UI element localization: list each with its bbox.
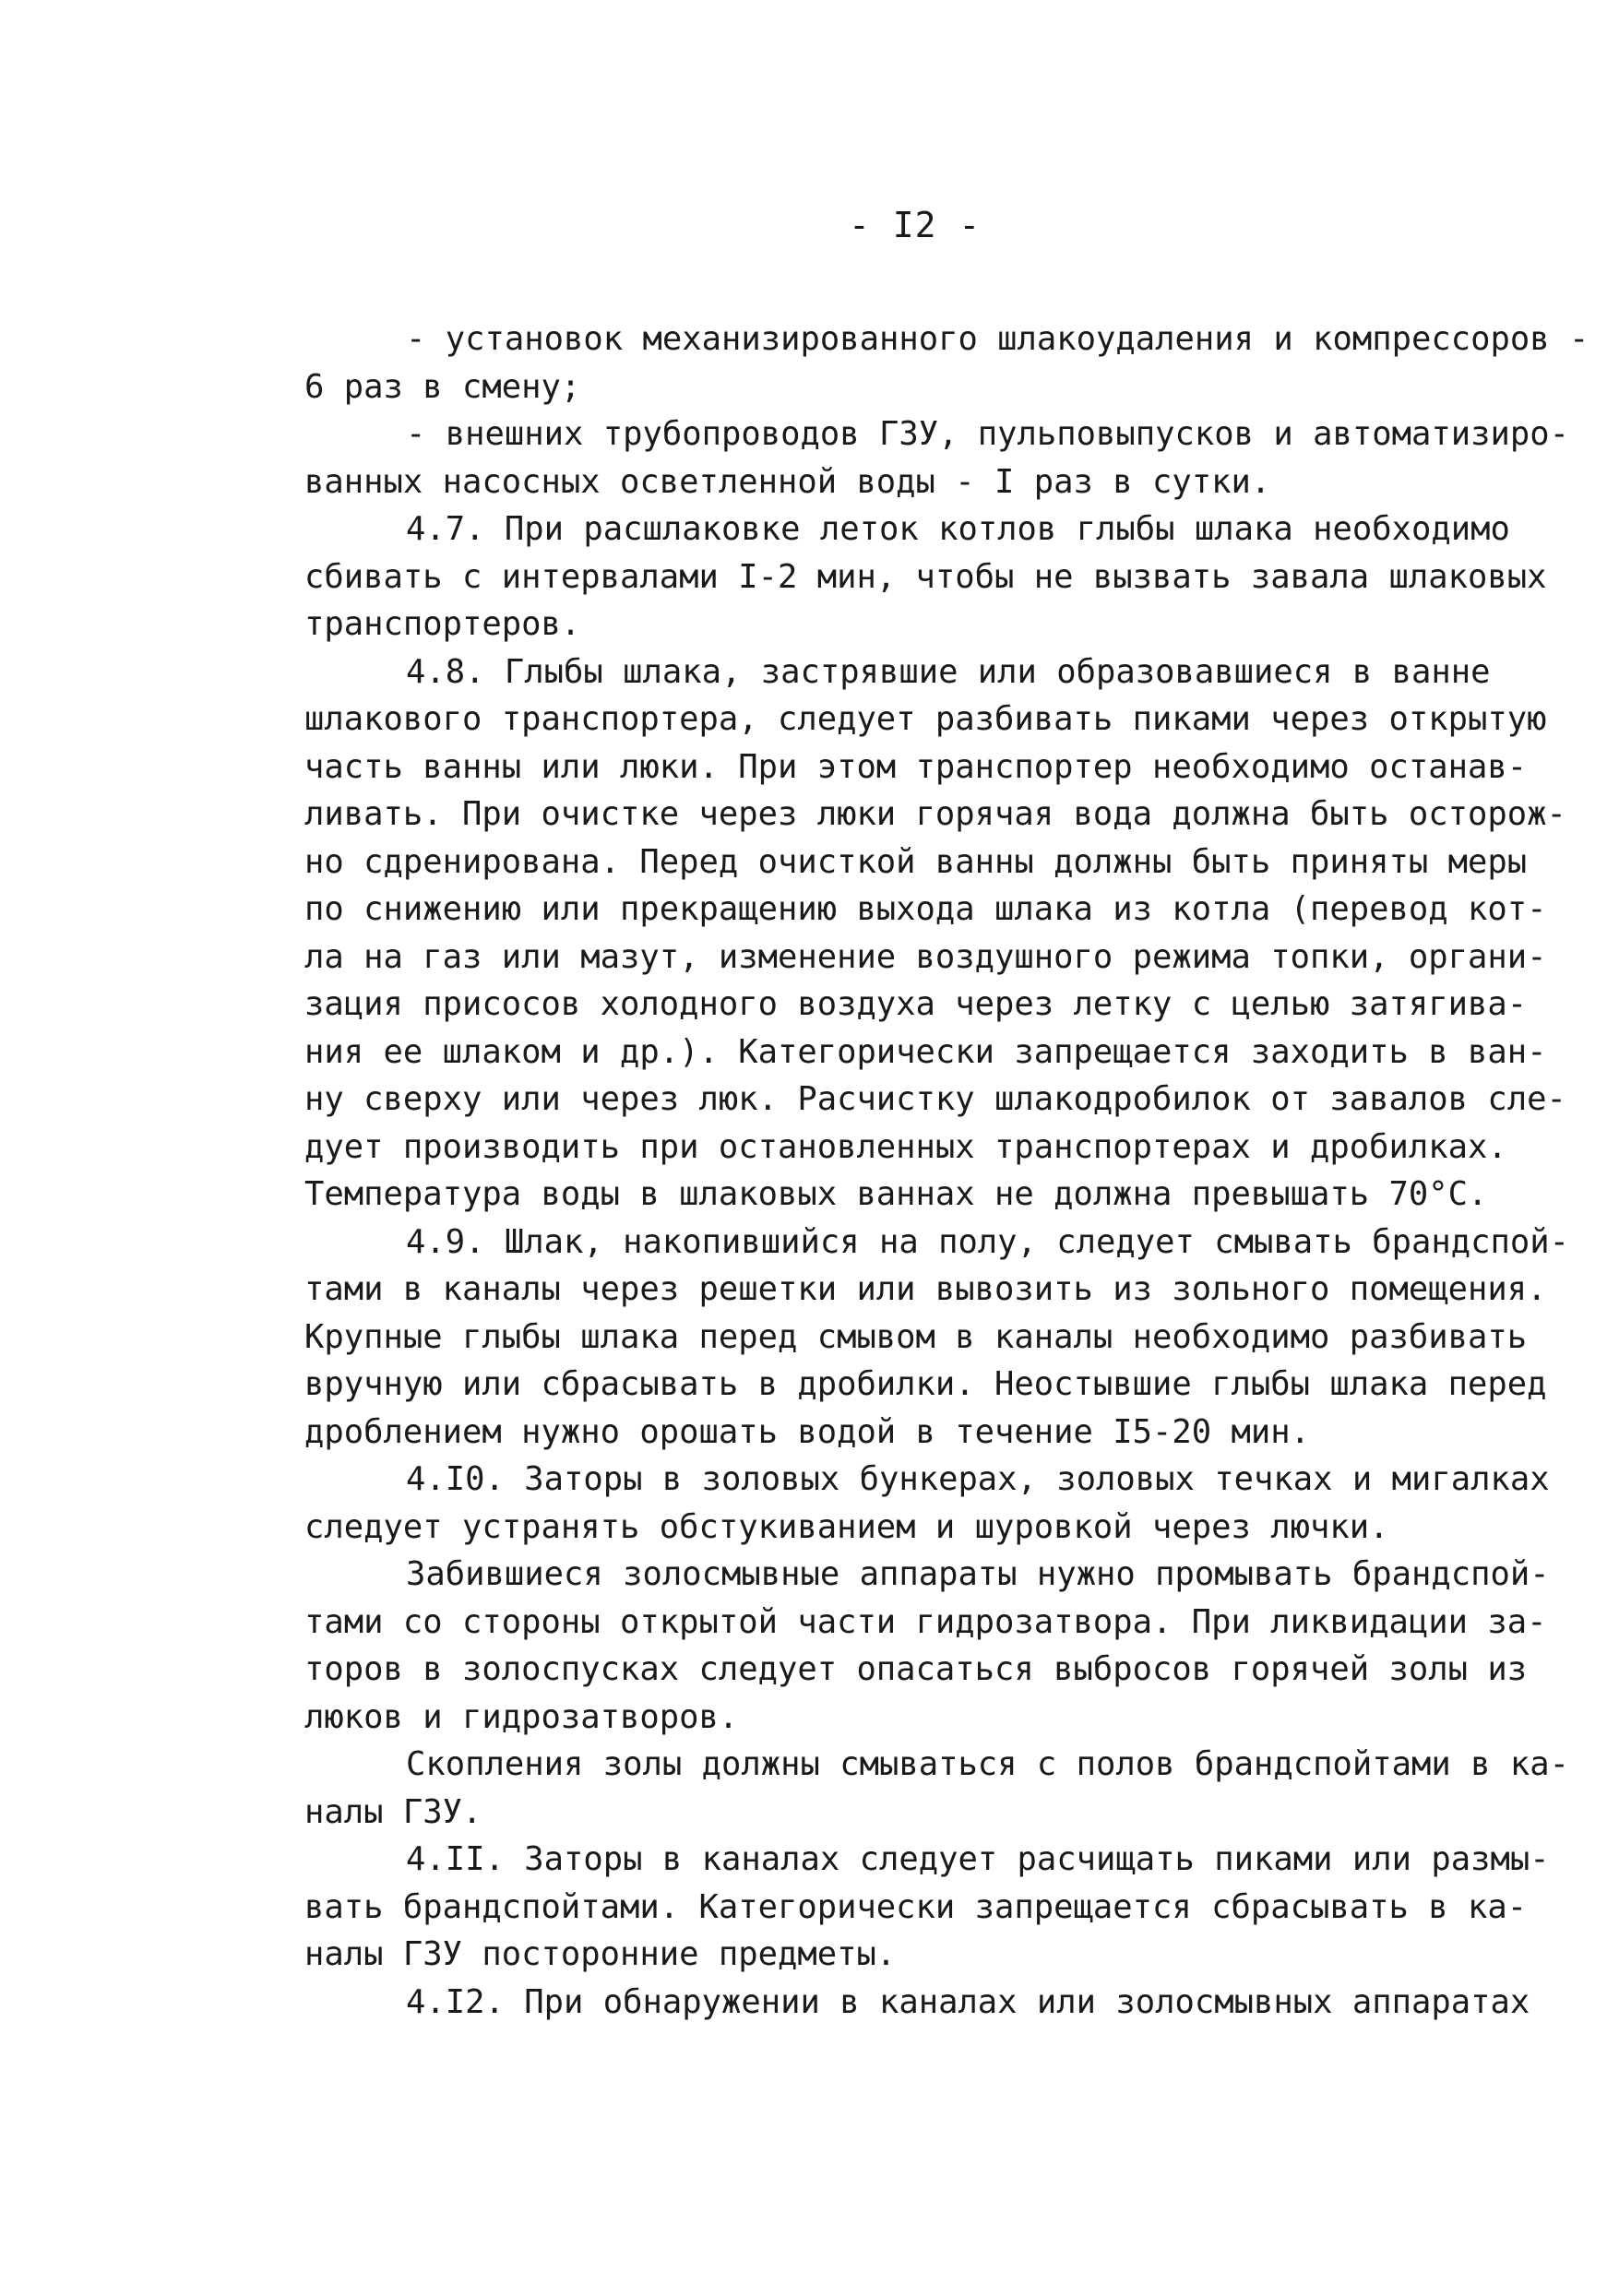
text-line: ливать. При очистке через люки горячая вода должна быть осторож- [304, 795, 1566, 833]
text-line: вручную или сбрасывать в дробилки. Неостывшие глыбы шлака перед [304, 1365, 1547, 1403]
text-line: 4.I0. Заторы в золовых бункерах, золовых течках и мигалках [406, 1460, 1550, 1498]
text-line: Скопления золы должны смываться с полов брандспойтами в ка- [406, 1745, 1569, 1783]
text-line: ванных насосных осветленной воды - I раз в сутки. [304, 462, 1271, 501]
text-line: ну сверху или через люк. Расчистку шлакодробилок от завалов сле- [304, 1080, 1566, 1118]
text-line: транспортеров. [304, 605, 581, 643]
text-line: ния ее шлаком и др.). Категорически запрещается заходить в ван- [304, 1032, 1547, 1071]
document-body [304, 315, 1589, 2026]
text-line: 4.7. При расшлаковке леток котлов глыбы шлака необходимо [406, 510, 1510, 548]
text-line: следует устранять обстукиванием и шуровкой через лючки. [304, 1507, 1389, 1546]
text-line: но сдренирована. Перед очисткой ванны должны быть приняты меры [304, 842, 1528, 881]
text-line: тами в каналы через решетки или вывозить из зольного помещения. [304, 1270, 1547, 1308]
text-line: 6 раз в смену; [304, 367, 581, 406]
text-line: Температура воды в шлаковых ваннах не должна превышать 70°С. [304, 1175, 1488, 1213]
text-line: дроблением нужно орошать водой в течение I5-20 мин. [304, 1412, 1311, 1451]
text-line: зация присосов холодного воздуха через летку с целью затягива- [304, 985, 1528, 1023]
text-line: - внешних трубопроводов ГЗУ, пульповыпусков и автоматизиро- [406, 415, 1569, 453]
text-line: сбивать с интервалами I-2 мин, чтобы не вызвать завала шлаковых [304, 557, 1547, 596]
text-line: ла на газ или мазут, изменение воздушного режима топки, органи- [304, 937, 1547, 976]
text-line: шлакового транспортера, следует разбивать пиками через открытую [304, 700, 1547, 738]
text-line: 4.8. Глыбы шлака, застрявшие или образовавшиеся в ванне [406, 652, 1491, 691]
text-line: вать брандспойтами. Категорически запрещается сбрасывать в ка- [304, 1887, 1528, 1926]
text-line: 4.II. Заторы в каналах следует расчищать пиками или размы- [406, 1840, 1550, 1878]
text-line: налы ГЗУ посторонние предметы. [304, 1935, 897, 1973]
text-line: по снижению или прекращению выхода шлака из котла (перевод кот- [304, 890, 1547, 928]
text-line: часть ванны или люки. При этом транспортер необходимо останав- [304, 747, 1528, 786]
text-line: - установок механизированного шлакоудаления и компрессоров - [406, 320, 1589, 358]
text-line: 4.9. Шлак, накопившийся на полу, следует смывать брандспой- [406, 1222, 1569, 1261]
text-line: Забившиеся золосмывные аппараты нужно промывать брандспой- [406, 1555, 1550, 1593]
text-line: Крупные глыбы шлака перед смывом в каналы необходимо разбивать [304, 1317, 1528, 1356]
text-line: тами со стороны открытой части гидрозатвора. При ликвидации за- [304, 1602, 1547, 1641]
text-line: торов в золоспусках следует опасаться выбросов горячей золы из [304, 1650, 1528, 1688]
text-line: дует производить при остановленных транспортерах и дробилках. [304, 1127, 1507, 1166]
text-line: налы ГЗУ. [304, 1792, 482, 1831]
text-line: 4.I2. При обнаружении в каналах или золосмывных аппаратах [406, 1982, 1530, 2021]
text-line: люков и гидрозатворов. [304, 1697, 739, 1736]
page-number: - I2 - [849, 205, 982, 245]
